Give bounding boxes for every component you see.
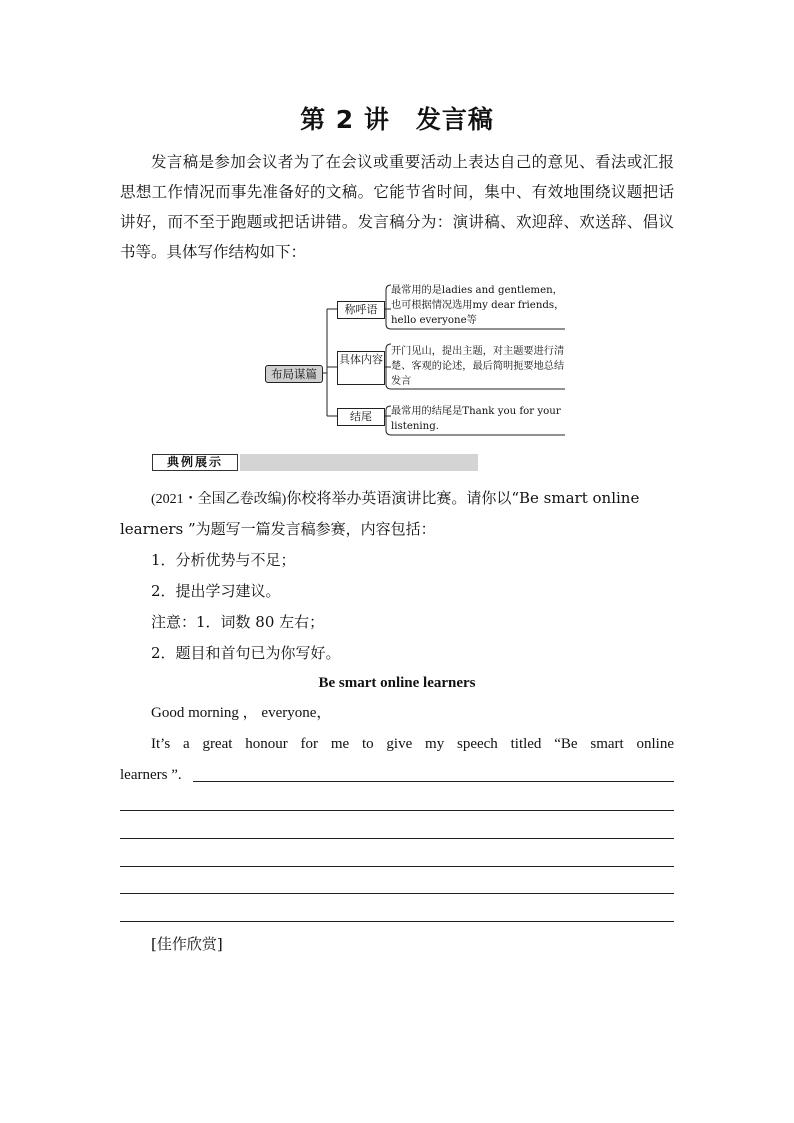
writing-line[interactable]: [193, 781, 674, 782]
essay-word: online: [636, 736, 674, 752]
appreciation-heading: [佳作欣赏]: [151, 935, 223, 953]
essay-greeting: Good morning ， everyone，: [151, 705, 332, 721]
essay-word: a: [182, 736, 190, 752]
writing-line[interactable]: [120, 810, 674, 811]
essay-second-line: learners ”.: [120, 767, 182, 783]
prompt-line-1: [151, 488, 674, 510]
prompt-note-1: 注意：1．词数 80 左右；: [151, 613, 325, 631]
essay-word: great: [202, 736, 233, 752]
essay-word: It’s: [151, 736, 171, 752]
diagram-label-salutation: 称呼语: [337, 301, 385, 319]
essay-word: honour: [245, 736, 288, 752]
prompt-source: (2021・全国乙卷改编): [151, 492, 287, 507]
essay-word: my: [425, 736, 445, 752]
essay-word: me: [330, 736, 350, 752]
writing-line[interactable]: [120, 838, 674, 839]
essay-word: titled: [510, 736, 542, 752]
prompt-line-2: learners ”为题写一篇发言稿参赛，内容包括：: [120, 520, 436, 538]
essay-first-sentence: [151, 734, 674, 754]
diagram-text-ending: 最常用的结尾是Thank you for your listening.: [391, 406, 561, 432]
prompt-point-2: 2．提出学习建议。: [151, 582, 281, 600]
diagram-label-body: 具体内容: [337, 351, 385, 385]
diagram-text-salutation: 最常用的是ladies and gentlemen，也可根据情况选用my dear friends，hello everyone等: [391, 285, 565, 326]
diagram-text-body: 开门见山，提出主题，对主题要进行清楚、客观的论述，最后简明扼要地总结发言: [391, 346, 565, 387]
prompt-point-1: 1．分析优势与不足；: [151, 551, 296, 569]
structure-diagram: [255, 282, 575, 442]
intro-paragraph: 发言稿是参加会议者为了在会议或重要活动上表达自己的意见、看法或汇报思想工作情况而事先准备好的文稿。它能节省时间，集中、有效地围绕议题把话讲好，而不至于跑题或把话讲错。发言稿分为：演讲稿、欢迎辞、欢送辞、倡议书等。具体写作结构如下：: [120, 153, 674, 261]
prompt-text-1: 你校将举办英语演讲比赛。请你以“Be smart online: [286, 489, 640, 507]
essay-word: “Be: [554, 736, 578, 752]
example-header-bar: [240, 454, 478, 471]
writing-line[interactable]: [120, 893, 674, 894]
example-header: [152, 454, 478, 471]
essay-word: for: [300, 736, 319, 752]
essay-word: smart: [590, 736, 624, 752]
diagram-root: 布局谋篇: [265, 365, 323, 383]
essay-word: to: [361, 736, 374, 752]
essay-word: speech: [457, 736, 498, 752]
writing-line[interactable]: [120, 866, 674, 867]
diagram-label-ending: 结尾: [337, 408, 385, 426]
example-tag: 典例展示: [152, 454, 238, 471]
page-title: 第 2 讲 发言稿: [300, 105, 494, 134]
writing-line[interactable]: [120, 921, 674, 922]
essay-word: give: [386, 736, 413, 752]
essay-title: Be smart online learners: [318, 675, 476, 691]
prompt-note-2: 2．题目和首句已为你写好。: [151, 644, 341, 662]
